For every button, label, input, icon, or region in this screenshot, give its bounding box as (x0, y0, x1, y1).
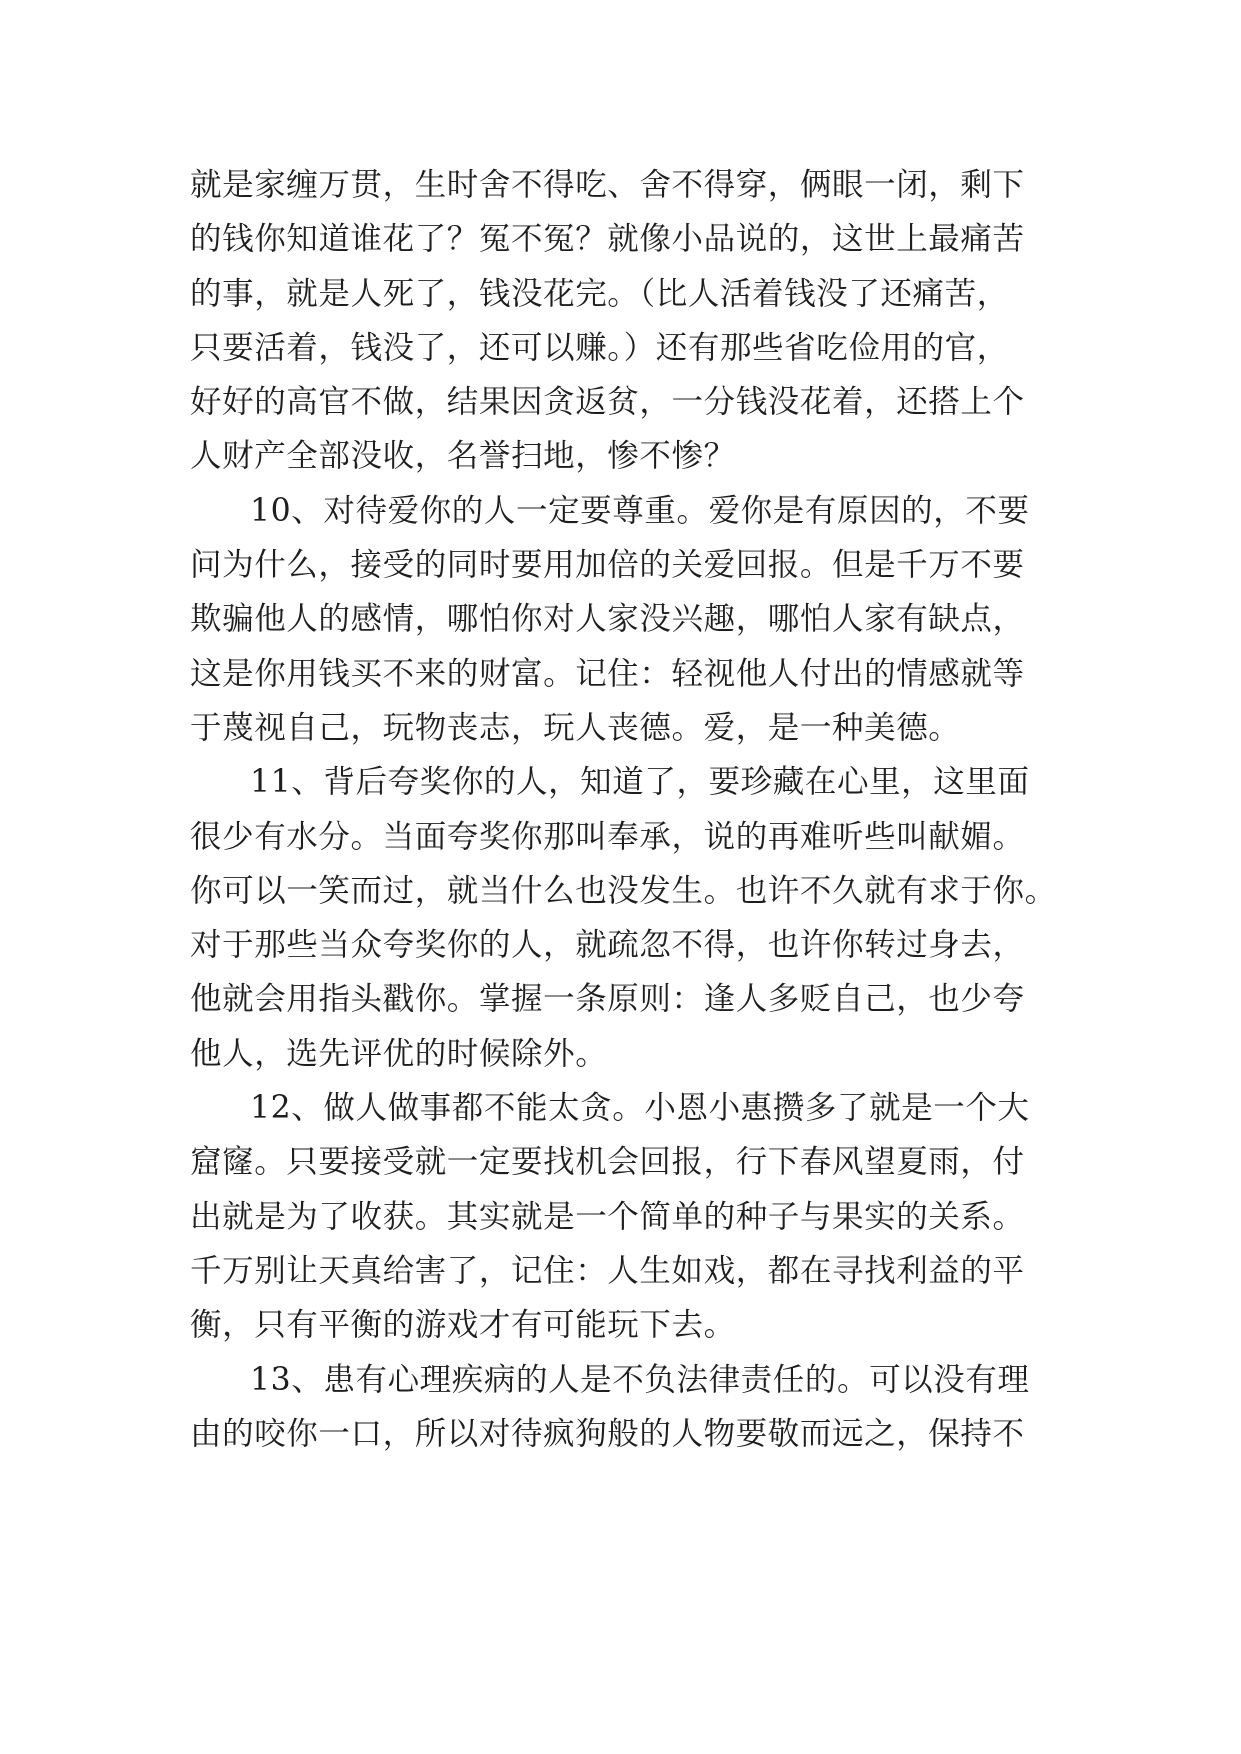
text-line: 欺骗他人的感情，哪怕你对人家没兴趣，哪怕人家有缺点， (190, 601, 1025, 638)
text-line: 就是家缠万贯，生时舍不得吃、舍不得穿，俩眼一闭，剩下 (190, 167, 1025, 203)
text-line: 的事，就是人死了，钱没花完。（比人活着钱没了还痛苦， (190, 275, 1009, 312)
text-line: 他人，选先评优的时候除外。 (190, 1035, 608, 1072)
text-line: 他就会用指头戳你。掌握一条原则：逢人多贬自己，也少夸 (190, 981, 1025, 1018)
text-line: 这是你用钱买不来的财富。记住：轻视他人付出的情感就等 (190, 655, 1025, 692)
text-line: 人财产全部没收，名誉扫地，惨不惨？ (190, 438, 736, 475)
paragraph-start-line: 13、患有心理疾病的人是不负法律责任的。可以没有理 (250, 1361, 1030, 1398)
text-line: 你可以一笑而过，就当什么也没发生。也许不久就有求于你。 (190, 872, 1057, 909)
text-line: 的钱你知道谁花了？冤不冤？就像小品说的，这世上最痛苦 (190, 221, 1025, 258)
text-line: 窟窿。只要接受就一定要找机会回报，行下春风望夏雨，付 (190, 1144, 1025, 1181)
text-line: 出就是为了收获。其实就是一个简单的种子与果实的关系。 (190, 1198, 1025, 1235)
text-line: 于蔑视自己，玩物丧志，玩人丧德。爱，是一种美德。 (190, 709, 961, 746)
text-line: 只要活着，钱没了，还可以赚。）还有那些省吃俭用的官， (190, 329, 1009, 366)
text-line: 问为什么，接受的同时要用加倍的关爱回报。但是千万不要 (190, 547, 1025, 584)
text-line: 由的咬你一口，所以对待疯狗般的人物要敬而远之，保持不 (190, 1415, 1025, 1452)
text-line: 衡，只有平衡的游戏才有可能玩下去。 (190, 1307, 736, 1344)
paragraph-start-line: 12、做人做事都不能太贪。小恩小惠攒多了就是一个大 (250, 1090, 1030, 1127)
paragraph-start-line: 10、对待爱你的人一定要尊重。爱你是有原因的，不要 (250, 492, 1030, 529)
text-line: 对于那些当众夸奖你的人，就疏忽不得，也许你转过身去， (190, 927, 1025, 964)
body-text (190, 158, 1070, 1461)
text-line: 很少有水分。当面夸奖你那叫奉承，说的再难听些叫献媚。 (190, 818, 1025, 855)
text-line: 好好的高官不做，结果因贪返贫，一分钱没花着，还搭上个 (190, 384, 1025, 421)
paragraph-start-line: 11、背后夸奖你的人，知道了，要珍藏在心里，这里面 (250, 764, 1030, 801)
text-line: 千万别让天真给害了，记住：人生如戏，都在寻找利益的平 (190, 1252, 1025, 1289)
